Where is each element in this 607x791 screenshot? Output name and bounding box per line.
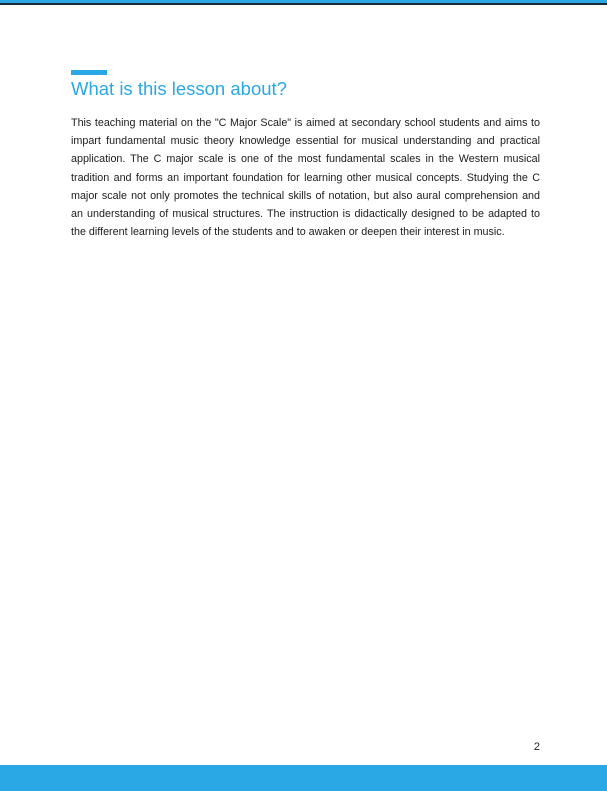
section-body-paragraph: This teaching material on the "C Major Scale" is aimed at secondary school students and aims to impart fundamental music theory knowledge essential for musical understanding and practical application. The C major scale is one of the most fundamental scales in the Western musical tradition and forms an important foundation for learning other musical concepts. Studying the C major scale not only promotes the technical skills of notation, but also aural comprehension and an understanding of musical structures. The instruction is didactically designed to be adapted to the different learning levels of the students and to awaken or deepen their interest in music.: [71, 117, 540, 239]
top-rule-accent: [0, 0, 607, 3]
page-number: 2: [533, 741, 540, 753]
section-heading: What is this lesson about?: [71, 78, 287, 99]
heading-accent-bar: [71, 70, 107, 75]
footer-band: [0, 765, 607, 791]
